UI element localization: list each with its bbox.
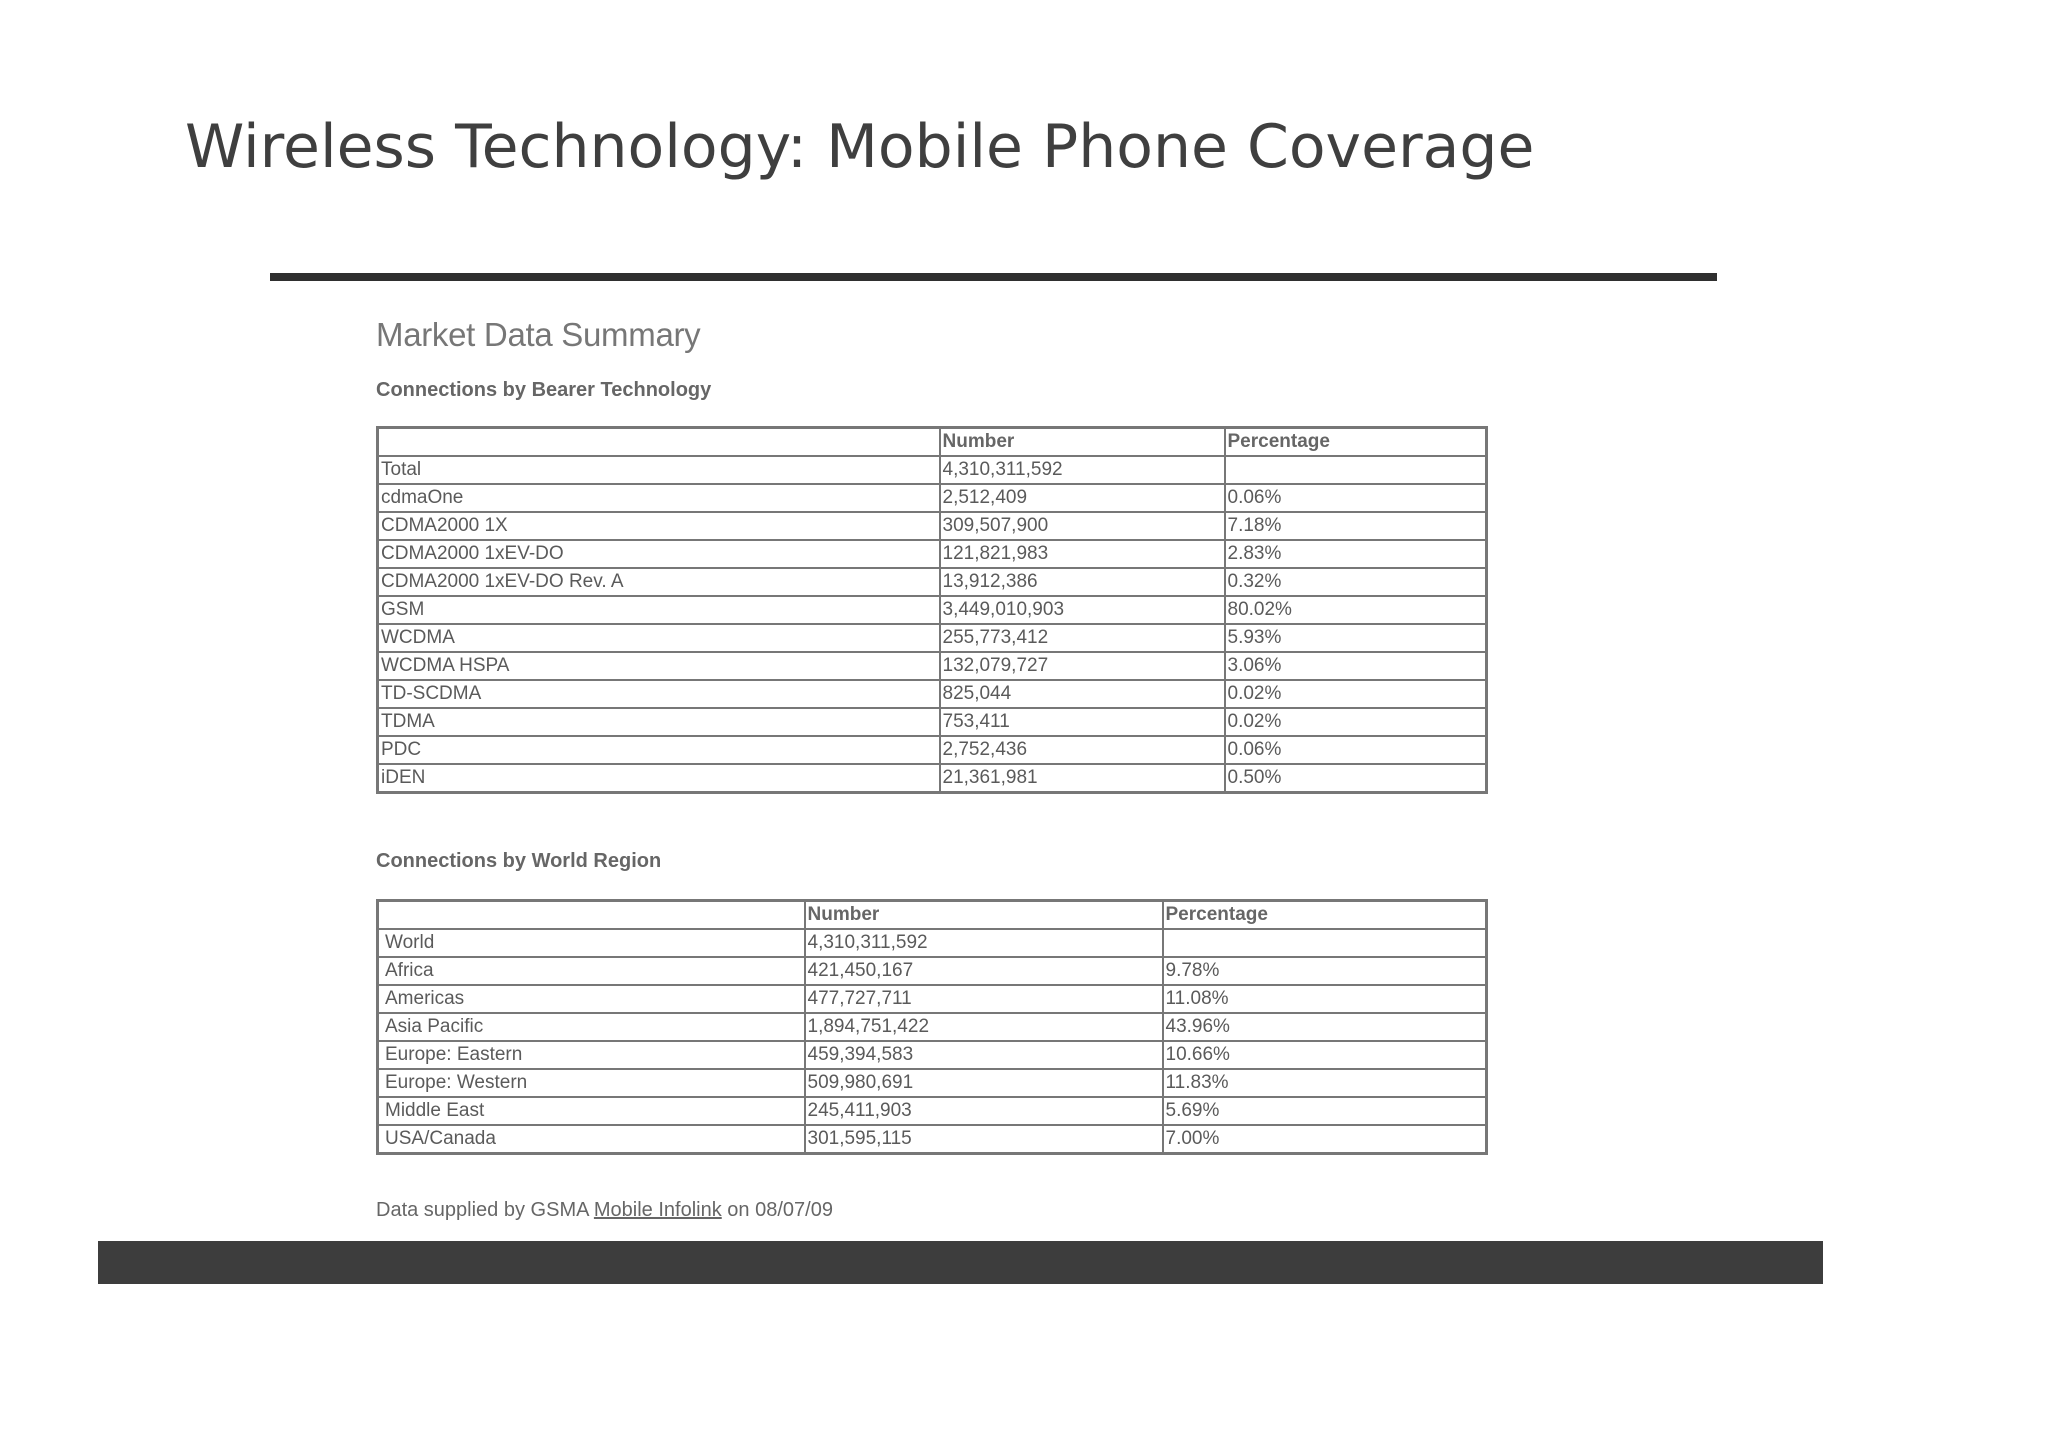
cell-number: 825,044: [940, 680, 1225, 708]
cell-percentage: 3.06%: [1225, 652, 1487, 680]
cell-number: 509,980,691: [805, 1069, 1163, 1097]
cell-percentage: 0.06%: [1225, 736, 1487, 764]
cell-name: TDMA: [378, 708, 940, 736]
cell-name: CDMA2000 1xEV-DO Rev. A: [378, 568, 940, 596]
cell-name: CDMA2000 1X: [378, 512, 940, 540]
cell-number: 753,411: [940, 708, 1225, 736]
column-header: Number: [940, 428, 1225, 457]
table-row: [378, 957, 1487, 985]
cell-name: CDMA2000 1xEV-DO: [378, 540, 940, 568]
slide-title: Wireless Technology: Mobile Phone Coverage: [185, 112, 1535, 182]
cell-name: USA/Canada: [378, 1125, 805, 1154]
cell-name: Middle East: [378, 1097, 805, 1125]
table-row: [378, 764, 1487, 793]
table-row: [378, 680, 1487, 708]
cell-name: Europe: Eastern: [378, 1041, 805, 1069]
table-row: [378, 568, 1487, 596]
cell-number: 4,310,311,592: [940, 456, 1225, 484]
cell-number: 309,507,900: [940, 512, 1225, 540]
column-header: Percentage: [1163, 901, 1487, 930]
column-header: [378, 901, 805, 930]
region-section-heading: Connections by World Region: [376, 850, 662, 872]
cell-name: World: [378, 929, 805, 957]
cell-name: TD-SCDMA: [378, 680, 940, 708]
title-divider: [270, 273, 1717, 281]
source-note: [376, 1199, 833, 1222]
table-row: [378, 624, 1487, 652]
table-row: [378, 1013, 1487, 1041]
cell-number: 13,912,386: [940, 568, 1225, 596]
cell-number: 255,773,412: [940, 624, 1225, 652]
table-row: [378, 1041, 1487, 1069]
table-row: [378, 929, 1487, 957]
table-row: [378, 540, 1487, 568]
cell-percentage: 5.69%: [1163, 1097, 1487, 1125]
cell-number: 4,310,311,592: [805, 929, 1163, 957]
table-row: [378, 736, 1487, 764]
cell-percentage: 0.02%: [1225, 708, 1487, 736]
table-row: [378, 456, 1487, 484]
cell-name: Americas: [378, 985, 805, 1013]
cell-percentage: [1225, 456, 1487, 484]
cell-percentage: 2.83%: [1225, 540, 1487, 568]
cell-percentage: 0.32%: [1225, 568, 1487, 596]
cell-number: 3,449,010,903: [940, 596, 1225, 624]
market-heading: Market Data Summary: [376, 316, 701, 353]
column-header: Number: [805, 901, 1163, 930]
cell-percentage: 9.78%: [1163, 957, 1487, 985]
source-suffix: on 08/07/09: [721, 1199, 833, 1221]
cell-percentage: 11.83%: [1163, 1069, 1487, 1097]
cell-name: WCDMA: [378, 624, 940, 652]
cell-number: 421,450,167: [805, 957, 1163, 985]
cell-number: 301,595,115: [805, 1125, 1163, 1154]
cell-name: Europe: Western: [378, 1069, 805, 1097]
cell-number: 21,361,981: [940, 764, 1225, 793]
market-data-summary: [376, 300, 1506, 1221]
cell-number: 132,079,727: [940, 652, 1225, 680]
table-header-row: [378, 901, 1487, 930]
cell-name: PDC: [378, 736, 940, 764]
cell-percentage: 11.08%: [1163, 985, 1487, 1013]
cell-number: 2,512,409: [940, 484, 1225, 512]
source-link[interactable]: Mobile Infolink: [593, 1199, 722, 1221]
cell-number: 245,411,903: [805, 1097, 1163, 1125]
table-row: [378, 596, 1487, 624]
cell-name: cdmaOne: [378, 484, 940, 512]
cell-percentage: 0.50%: [1225, 764, 1487, 793]
table-row: [378, 708, 1487, 736]
cell-name: Africa: [378, 957, 805, 985]
table-row: [378, 985, 1487, 1013]
cell-number: 2,752,436: [940, 736, 1225, 764]
cell-number: 1,894,751,422: [805, 1013, 1163, 1041]
table-row: [378, 652, 1487, 680]
cell-percentage: 43.96%: [1163, 1013, 1487, 1041]
table-row: [378, 1125, 1487, 1154]
cell-percentage: 10.66%: [1163, 1041, 1487, 1069]
cell-name: WCDMA HSPA: [378, 652, 940, 680]
table-row: [378, 512, 1487, 540]
cell-percentage: 7.18%: [1225, 512, 1487, 540]
cell-number: 121,821,983: [940, 540, 1225, 568]
cell-percentage: 0.02%: [1225, 680, 1487, 708]
cell-name: Asia Pacific: [378, 1013, 805, 1041]
cell-percentage: [1163, 929, 1487, 957]
table-row: [378, 1069, 1487, 1097]
cell-percentage: 80.02%: [1225, 596, 1487, 624]
cell-number: 477,727,711: [805, 985, 1163, 1013]
cell-name: Total: [378, 456, 940, 484]
footer-bar: [98, 1241, 1823, 1284]
column-header: Percentage: [1225, 428, 1487, 457]
bearer-technology-table: [376, 426, 1488, 794]
bearer-section-heading: Connections by Bearer Technology: [376, 379, 712, 401]
cell-percentage: 0.06%: [1225, 484, 1487, 512]
cell-name: GSM: [378, 596, 940, 624]
cell-percentage: 5.93%: [1225, 624, 1487, 652]
source-prefix: Data supplied by GSMA: [376, 1199, 594, 1221]
cell-name: iDEN: [378, 764, 940, 793]
table-row: [378, 1097, 1487, 1125]
world-region-table: [376, 899, 1488, 1155]
column-header: [378, 428, 940, 457]
table-header-row: [378, 428, 1487, 457]
cell-number: 459,394,583: [805, 1041, 1163, 1069]
table-row: [378, 484, 1487, 512]
cell-percentage: 7.00%: [1163, 1125, 1487, 1154]
